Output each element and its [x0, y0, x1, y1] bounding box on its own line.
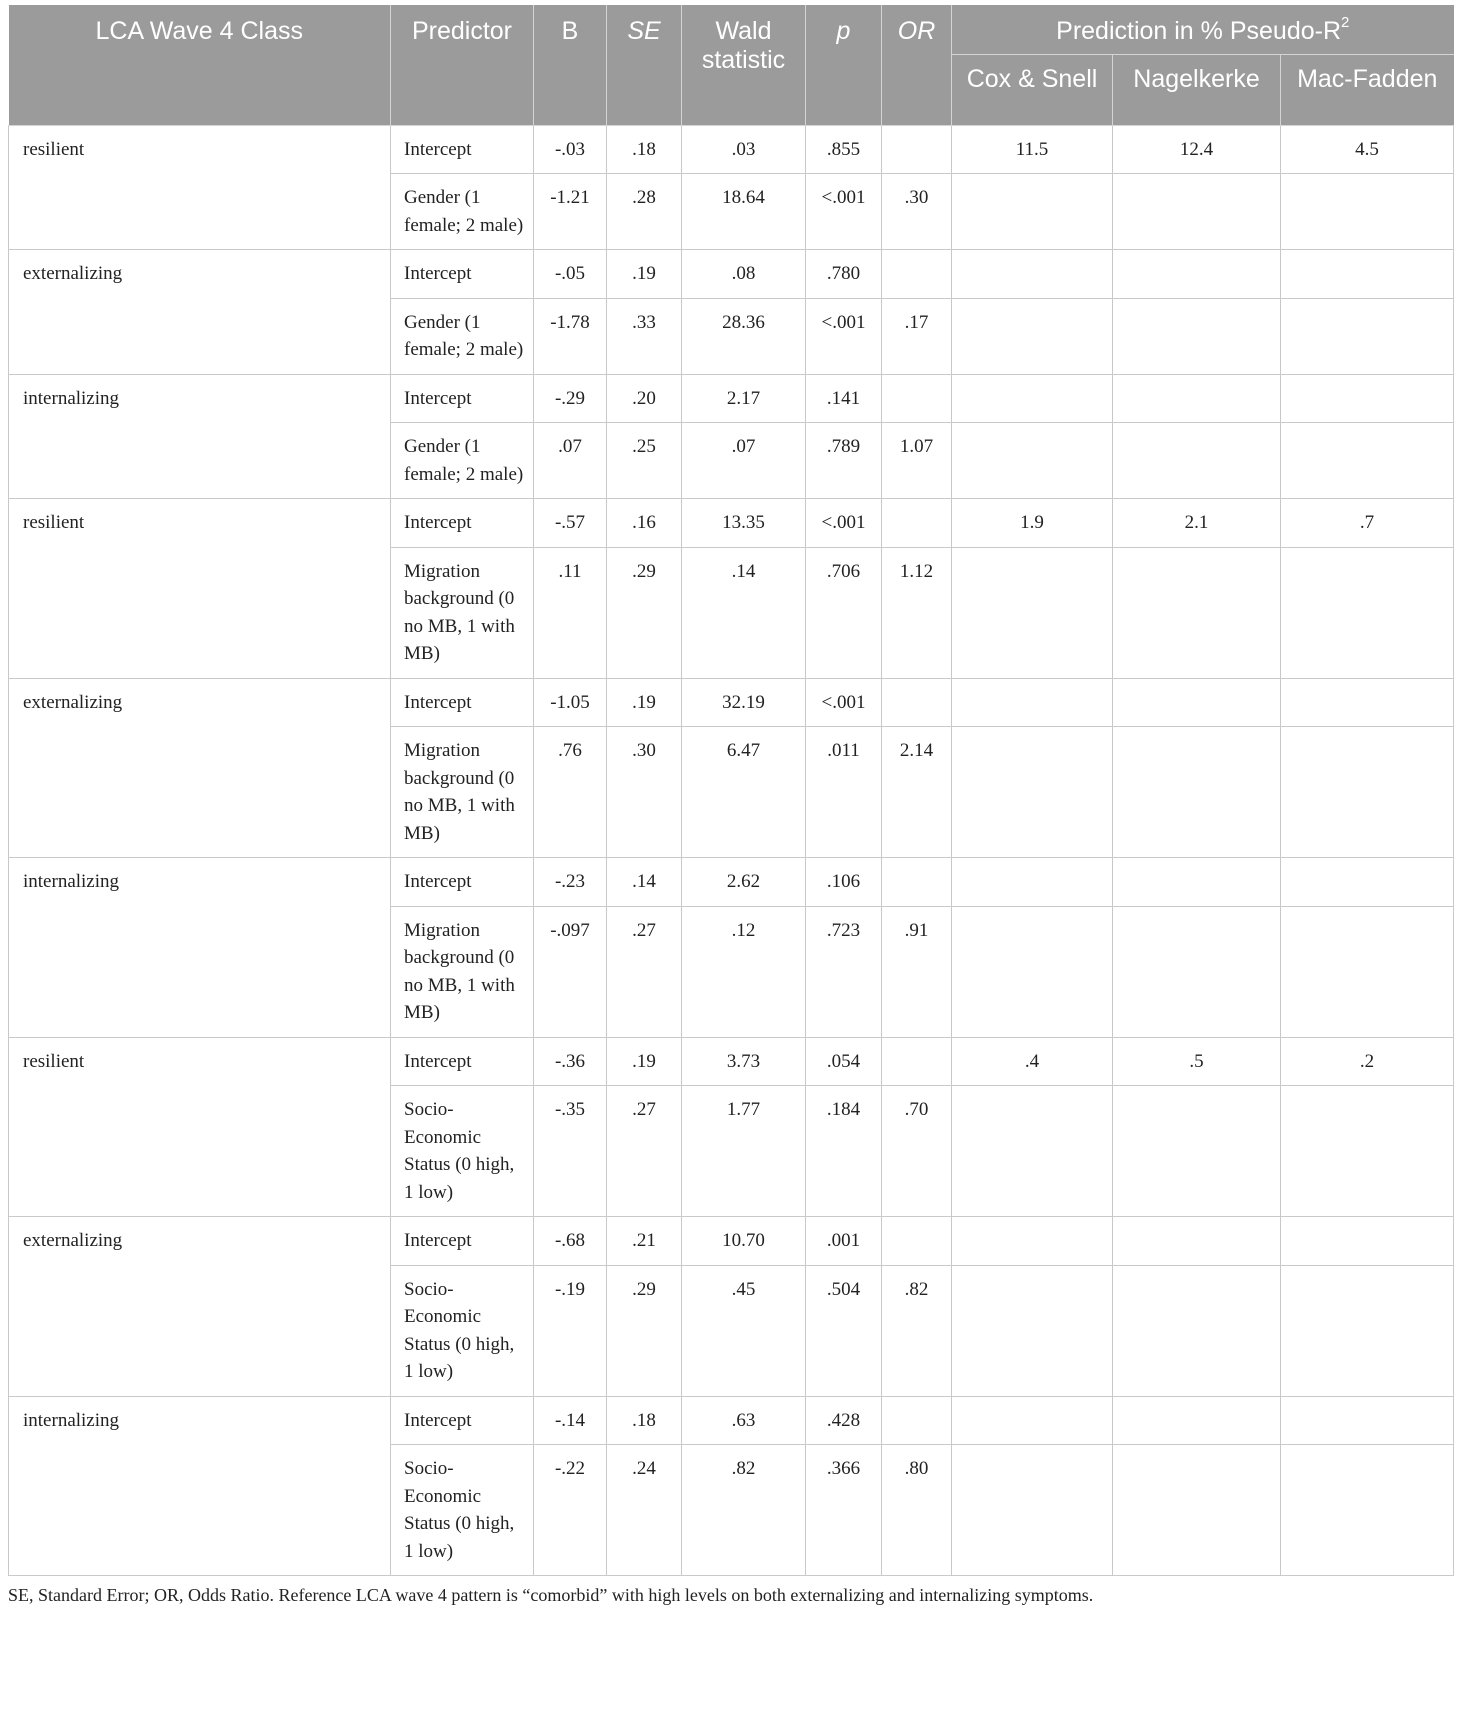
header-se: SE — [607, 5, 682, 125]
macfadden-cell — [1281, 423, 1454, 499]
wald-cell: 2.17 — [682, 374, 806, 423]
wald-cell: 2.62 — [682, 858, 806, 907]
table-header — [9, 5, 1454, 125]
table-row — [9, 1217, 1454, 1266]
table-row — [9, 1396, 1454, 1445]
predictor-cell: Intercept — [391, 678, 534, 727]
header-nagelkerke: Nagelkerke — [1113, 54, 1281, 125]
b-cell: -.68 — [534, 1217, 607, 1266]
b-cell: -.19 — [534, 1265, 607, 1396]
or-cell: .82 — [882, 1265, 952, 1396]
se-cell: .16 — [607, 499, 682, 548]
class-cell: internalizing — [9, 374, 391, 499]
b-cell: -.23 — [534, 858, 607, 907]
wald-cell: .63 — [682, 1396, 806, 1445]
predictor-cell: Gender (1 female; 2 male) — [391, 298, 534, 374]
cox-cell — [952, 1265, 1113, 1396]
se-cell: .29 — [607, 547, 682, 678]
class-cell: externalizing — [9, 1217, 391, 1397]
p-cell: .011 — [806, 727, 882, 858]
p-cell: .855 — [806, 125, 882, 174]
header-prediction-label: Prediction in % Pseudo-R — [1056, 17, 1342, 45]
class-cell: resilient — [9, 125, 391, 250]
header-prediction-sup: 2 — [1341, 14, 1350, 31]
macfadden-cell — [1281, 547, 1454, 678]
header-b: B — [534, 5, 607, 125]
se-cell: .33 — [607, 298, 682, 374]
or-cell: .91 — [882, 906, 952, 1037]
or-cell — [882, 250, 952, 299]
nagelkerke-cell — [1113, 1396, 1281, 1445]
nagelkerke-cell — [1113, 174, 1281, 250]
class-cell: externalizing — [9, 250, 391, 375]
predictor-cell: Intercept — [391, 1396, 534, 1445]
se-cell: .14 — [607, 858, 682, 907]
p-cell: .428 — [806, 1396, 882, 1445]
se-cell: .19 — [607, 678, 682, 727]
predictor-cell: Intercept — [391, 374, 534, 423]
b-cell: -.14 — [534, 1396, 607, 1445]
or-cell: 1.07 — [882, 423, 952, 499]
b-cell: -1.05 — [534, 678, 607, 727]
macfadden-cell — [1281, 298, 1454, 374]
nagelkerke-cell — [1113, 1265, 1281, 1396]
wald-cell: 13.35 — [682, 499, 806, 548]
b-cell: .07 — [534, 423, 607, 499]
b-cell: .76 — [534, 727, 607, 858]
p-cell: <.001 — [806, 174, 882, 250]
or-cell — [882, 499, 952, 548]
se-cell: .19 — [607, 1037, 682, 1086]
or-cell: .80 — [882, 1445, 952, 1576]
nagelkerke-cell: 12.4 — [1113, 125, 1281, 174]
predictor-cell: Socio-Economic Status (0 high, 1 low) — [391, 1086, 534, 1217]
se-cell: .30 — [607, 727, 682, 858]
cox-cell — [952, 1396, 1113, 1445]
predictor-cell: Gender (1 female; 2 male) — [391, 174, 534, 250]
wald-cell: 6.47 — [682, 727, 806, 858]
cox-cell — [952, 1086, 1113, 1217]
macfadden-cell — [1281, 1217, 1454, 1266]
b-cell: .11 — [534, 547, 607, 678]
macfadden-cell — [1281, 678, 1454, 727]
wald-cell: 28.36 — [682, 298, 806, 374]
nagelkerke-cell — [1113, 906, 1281, 1037]
b-cell: -.36 — [534, 1037, 607, 1086]
b-cell: -1.78 — [534, 298, 607, 374]
or-cell: .17 — [882, 298, 952, 374]
b-cell: -.29 — [534, 374, 607, 423]
nagelkerke-cell — [1113, 727, 1281, 858]
predictor-cell: Intercept — [391, 125, 534, 174]
b-cell: -.35 — [534, 1086, 607, 1217]
or-cell — [882, 678, 952, 727]
nagelkerke-cell — [1113, 1445, 1281, 1576]
p-cell: .141 — [806, 374, 882, 423]
se-cell: .19 — [607, 250, 682, 299]
or-cell — [882, 1217, 952, 1266]
predictor-cell: Intercept — [391, 499, 534, 548]
p-cell: .366 — [806, 1445, 882, 1576]
cox-cell — [952, 906, 1113, 1037]
cox-cell — [952, 1217, 1113, 1266]
p-cell: <.001 — [806, 298, 882, 374]
header-macfadden: Mac-Fadden — [1281, 54, 1454, 125]
cox-cell — [952, 547, 1113, 678]
cox-cell — [952, 678, 1113, 727]
macfadden-cell — [1281, 858, 1454, 907]
b-cell: -.57 — [534, 499, 607, 548]
predictor-cell: Intercept — [391, 858, 534, 907]
macfadden-cell: 4.5 — [1281, 125, 1454, 174]
table-footnote: SE, Standard Error; OR, Odds Ratio. Reference LCA wave 4 pattern is “comorbid” with high levels on both externalizing and internalizing symptoms. — [8, 1585, 1094, 1605]
p-cell: .706 — [806, 547, 882, 678]
predictor-cell: Intercept — [391, 1217, 534, 1266]
or-cell: 2.14 — [882, 727, 952, 858]
se-cell: .21 — [607, 1217, 682, 1266]
cox-cell — [952, 374, 1113, 423]
se-cell: .29 — [607, 1265, 682, 1396]
se-cell: .25 — [607, 423, 682, 499]
table-row — [9, 858, 1454, 907]
p-cell: .001 — [806, 1217, 882, 1266]
wald-cell: 3.73 — [682, 1037, 806, 1086]
predictor-cell: Migration background (0 no MB, 1 with MB) — [391, 727, 534, 858]
wald-cell: .14 — [682, 547, 806, 678]
macfadden-cell — [1281, 727, 1454, 858]
or-cell: .70 — [882, 1086, 952, 1217]
b-cell: -.097 — [534, 906, 607, 1037]
table-row — [9, 374, 1454, 423]
cox-cell — [952, 423, 1113, 499]
p-cell: .184 — [806, 1086, 882, 1217]
cox-cell — [952, 727, 1113, 858]
macfadden-cell: .2 — [1281, 1037, 1454, 1086]
wald-cell: .82 — [682, 1445, 806, 1576]
wald-cell: .45 — [682, 1265, 806, 1396]
wald-cell: 32.19 — [682, 678, 806, 727]
nagelkerke-cell — [1113, 1086, 1281, 1217]
predictor-cell: Migration background (0 no MB, 1 with MB) — [391, 547, 534, 678]
se-cell: .20 — [607, 374, 682, 423]
b-cell: -.05 — [534, 250, 607, 299]
wald-cell: .12 — [682, 906, 806, 1037]
se-cell: .24 — [607, 1445, 682, 1576]
se-cell: .27 — [607, 1086, 682, 1217]
nagelkerke-cell — [1113, 250, 1281, 299]
predictor-cell: Migration background (0 no MB, 1 with MB) — [391, 906, 534, 1037]
predictor-cell: Socio-Economic Status (0 high, 1 low) — [391, 1445, 534, 1576]
wald-cell: .03 — [682, 125, 806, 174]
macfadden-cell — [1281, 1086, 1454, 1217]
macfadden-cell — [1281, 906, 1454, 1037]
or-cell: .30 — [882, 174, 952, 250]
nagelkerke-cell — [1113, 1217, 1281, 1266]
b-cell: -.03 — [534, 125, 607, 174]
wald-cell: 18.64 — [682, 174, 806, 250]
macfadden-cell — [1281, 1445, 1454, 1576]
p-cell: .780 — [806, 250, 882, 299]
wald-cell: .07 — [682, 423, 806, 499]
header-prediction — [952, 5, 1454, 54]
se-cell: .18 — [607, 125, 682, 174]
nagelkerke-cell: 2.1 — [1113, 499, 1281, 548]
macfadden-cell — [1281, 374, 1454, 423]
macfadden-cell — [1281, 174, 1454, 250]
p-cell: <.001 — [806, 499, 882, 548]
class-cell: resilient — [9, 1037, 391, 1217]
or-cell — [882, 374, 952, 423]
se-cell: .27 — [607, 906, 682, 1037]
se-cell: .18 — [607, 1396, 682, 1445]
wald-cell: .08 — [682, 250, 806, 299]
header-p: p — [806, 5, 882, 125]
or-cell — [882, 1396, 952, 1445]
class-cell: resilient — [9, 499, 391, 679]
wald-cell: 1.77 — [682, 1086, 806, 1217]
nagelkerke-cell: .5 — [1113, 1037, 1281, 1086]
class-cell: internalizing — [9, 1396, 391, 1576]
nagelkerke-cell — [1113, 547, 1281, 678]
predictor-cell: Intercept — [391, 250, 534, 299]
nagelkerke-cell — [1113, 423, 1281, 499]
predictor-cell: Intercept — [391, 1037, 534, 1086]
nagelkerke-cell — [1113, 374, 1281, 423]
or-cell — [882, 858, 952, 907]
cox-cell: 11.5 — [952, 125, 1113, 174]
predictor-cell: Gender (1 female; 2 male) — [391, 423, 534, 499]
cox-cell — [952, 1445, 1113, 1576]
p-cell: .054 — [806, 1037, 882, 1086]
class-cell: externalizing — [9, 678, 391, 858]
cox-cell: .4 — [952, 1037, 1113, 1086]
header-wald: Wald statistic — [682, 5, 806, 125]
b-cell: -.22 — [534, 1445, 607, 1576]
regression-table — [8, 5, 1454, 1576]
header-predictor: Predictor — [391, 5, 534, 125]
header-or: OR — [882, 5, 952, 125]
macfadden-cell — [1281, 1396, 1454, 1445]
cox-cell — [952, 298, 1113, 374]
p-cell: .504 — [806, 1265, 882, 1396]
table-row — [9, 678, 1454, 727]
predictor-cell: Socio-Economic Status (0 high, 1 low) — [391, 1265, 534, 1396]
se-cell: .28 — [607, 174, 682, 250]
table-container — [8, 5, 1453, 1606]
or-cell — [882, 125, 952, 174]
macfadden-cell: .7 — [1281, 499, 1454, 548]
or-cell — [882, 1037, 952, 1086]
macfadden-cell — [1281, 1265, 1454, 1396]
table-row — [9, 1037, 1454, 1086]
p-cell: .723 — [806, 906, 882, 1037]
cox-cell — [952, 250, 1113, 299]
nagelkerke-cell — [1113, 298, 1281, 374]
p-cell: <.001 — [806, 678, 882, 727]
table-row — [9, 125, 1454, 174]
p-cell: .106 — [806, 858, 882, 907]
macfadden-cell — [1281, 250, 1454, 299]
nagelkerke-cell — [1113, 858, 1281, 907]
class-cell: internalizing — [9, 858, 391, 1038]
b-cell: -1.21 — [534, 174, 607, 250]
p-cell: .789 — [806, 423, 882, 499]
cox-cell — [952, 858, 1113, 907]
or-cell: 1.12 — [882, 547, 952, 678]
table-body — [9, 125, 1454, 1576]
table-row — [9, 499, 1454, 548]
nagelkerke-cell — [1113, 678, 1281, 727]
header-cox-snell: Cox & Snell — [952, 54, 1113, 125]
wald-cell: 10.70 — [682, 1217, 806, 1266]
header-class: LCA Wave 4 Class — [9, 5, 391, 125]
cox-cell: 1.9 — [952, 499, 1113, 548]
table-row — [9, 250, 1454, 299]
cox-cell — [952, 174, 1113, 250]
